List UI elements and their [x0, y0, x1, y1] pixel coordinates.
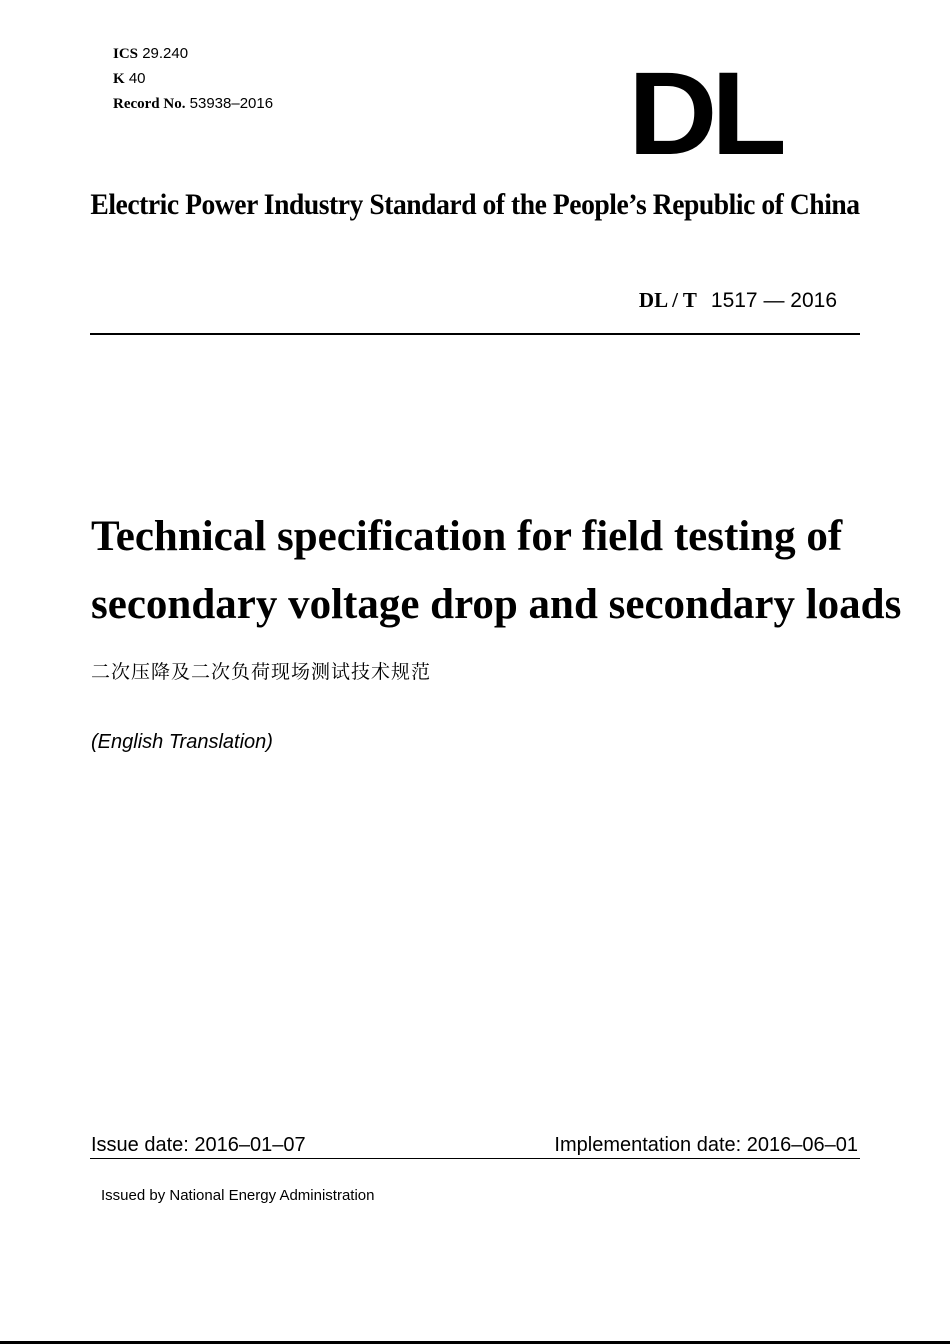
implementation-date: Implementation date: 2016–06–01: [554, 1134, 858, 1156]
dl-logo: DL: [628, 70, 781, 158]
footer-divider: [90, 1158, 860, 1159]
standard-number-value: 1517 — 2016: [710, 289, 837, 312]
classification-code: [113, 70, 146, 88]
document-title-line-2: secondary voltage drop and secondary loads: [91, 581, 902, 628]
record-number: [113, 95, 273, 113]
record-label: Record No.: [113, 96, 186, 112]
header-divider: [90, 333, 860, 335]
chinese-title: 二次压降及二次负荷现场测试技术规范: [91, 662, 432, 683]
translation-note: (English Translation): [91, 731, 273, 753]
standard-number: [639, 287, 837, 314]
classification-label: K: [113, 71, 125, 87]
ics-code: [113, 45, 188, 63]
document-title-line-1: Technical specification for field testing of: [91, 513, 843, 560]
standard-code: DL / T: [638, 288, 697, 312]
classification-value: 40: [128, 70, 146, 87]
ics-label: ICS: [113, 46, 139, 62]
ics-value: 29.240: [142, 45, 189, 62]
document-title: [91, 503, 902, 639]
issuing-authority: Issued by National Energy Administration: [101, 1187, 375, 1204]
organization-title: Electric Power Industry Standard of the People’s Republic of China: [90, 188, 860, 221]
record-value: 53938–2016: [189, 95, 274, 112]
issue-date: Issue date: 2016–01–07: [91, 1134, 306, 1156]
